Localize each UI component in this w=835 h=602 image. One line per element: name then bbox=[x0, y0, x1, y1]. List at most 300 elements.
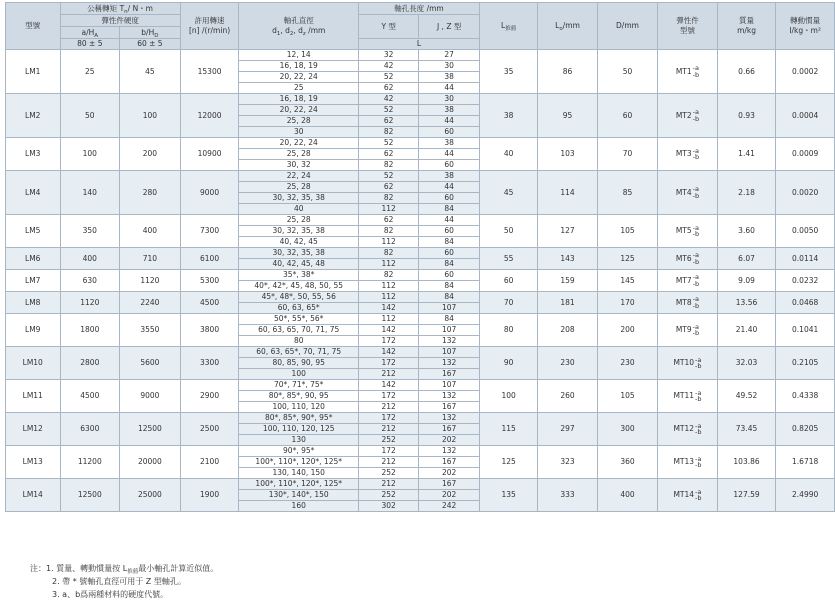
bore-diameter-cell: 100, 110, 120 bbox=[239, 402, 359, 413]
notes bbox=[30, 562, 218, 601]
speed-header: 許用轉速 [n] /(r/min) bbox=[180, 3, 239, 50]
elastic-model bbox=[676, 186, 699, 199]
jz-length-cell: 60 bbox=[419, 193, 480, 204]
y-length-cell: 212 bbox=[358, 457, 418, 468]
speed-cell: 2100 bbox=[180, 446, 239, 479]
torque-a-cell: 12500 bbox=[60, 479, 120, 512]
elastic-hardness-codes bbox=[695, 390, 701, 403]
y-length-cell: 82 bbox=[358, 127, 418, 138]
bore-diameter-cell: 100, 110, 120, 125 bbox=[239, 424, 359, 435]
y-length-cell: 142 bbox=[358, 303, 418, 314]
lrec-cell: 35 bbox=[479, 50, 537, 94]
elastic-model bbox=[676, 296, 699, 309]
y-length-cell: 142 bbox=[358, 380, 418, 391]
jz-length-cell: 60 bbox=[419, 270, 480, 281]
model-group bbox=[6, 248, 835, 270]
bore-diameter-cell: 20, 22, 24 bbox=[239, 105, 359, 116]
y-length-cell: 62 bbox=[358, 182, 418, 193]
d-cell: 70 bbox=[597, 138, 657, 171]
model-group bbox=[6, 215, 835, 248]
model-cell: LM3 bbox=[6, 138, 61, 171]
model-cell: LM9 bbox=[6, 314, 61, 347]
elastic-model-cell bbox=[658, 171, 718, 215]
lrec-cell: 80 bbox=[479, 314, 537, 347]
elastic-model-name: MT5 bbox=[675, 226, 692, 235]
bore-diameter-cell: 90*, 95* bbox=[239, 446, 359, 457]
bore-diameter-cell: 22, 24 bbox=[239, 171, 359, 182]
y-length-cell: 172 bbox=[358, 413, 418, 424]
torque-b-cell: 12500 bbox=[120, 413, 181, 446]
lo-cell: 260 bbox=[538, 380, 597, 413]
y-length-cell: 302 bbox=[358, 501, 418, 512]
inertia-cell: 0.0002 bbox=[776, 50, 835, 94]
bore-diameter-cell: 100*, 110*, 120*, 125* bbox=[239, 457, 359, 468]
torque-a-cell: 11200 bbox=[60, 446, 120, 479]
note-3: 3. a、b爲兩種材料的硬度代號。 bbox=[52, 590, 169, 599]
jz-length-cell: 202 bbox=[419, 490, 480, 501]
bore-diameter-cell: 30, 32, 35, 38 bbox=[239, 226, 359, 237]
elastic-model-cell bbox=[658, 413, 718, 446]
inertia-cell: 0.2105 bbox=[776, 347, 835, 380]
jz-length-cell: 44 bbox=[419, 116, 480, 127]
bore-diameter-cell: 40, 42, 45 bbox=[239, 237, 359, 248]
jz-length-cell: 84 bbox=[419, 204, 480, 215]
elastic-model-name: MT14 bbox=[673, 490, 695, 499]
hardness-code-b: -b bbox=[692, 329, 700, 337]
y-length-cell: 212 bbox=[358, 424, 418, 435]
elastic-model bbox=[676, 109, 699, 122]
y-length-cell: 112 bbox=[358, 314, 418, 325]
jz-length-cell: 202 bbox=[419, 468, 480, 479]
table-row bbox=[6, 446, 835, 457]
bore-diameter-cell: 100 bbox=[239, 369, 359, 380]
y-length-cell: 212 bbox=[358, 369, 418, 380]
speed-cell: 7300 bbox=[180, 215, 239, 248]
table-row bbox=[6, 314, 835, 325]
y-length-cell: 82 bbox=[358, 193, 418, 204]
model-group bbox=[6, 138, 835, 171]
hardness-code-b: -b bbox=[695, 428, 702, 436]
jz-length-cell: 202 bbox=[419, 435, 480, 446]
model-group bbox=[6, 347, 835, 380]
mass-cell: 9.09 bbox=[717, 270, 776, 292]
note-1: 注：1. 質量、轉動慣量按 $L_{推薦}$最小軸孔計算近似值。 bbox=[30, 564, 219, 575]
elastic-hardness-codes bbox=[695, 357, 701, 370]
lo-cell: 208 bbox=[538, 314, 597, 347]
table-row bbox=[6, 215, 835, 226]
hardness-code-a: -a bbox=[695, 421, 702, 430]
bore-diameter-cell: 25, 28 bbox=[239, 149, 359, 160]
mass-cell: 49.52 bbox=[717, 380, 776, 413]
y-length-cell: 42 bbox=[358, 94, 418, 105]
y-length-cell: 82 bbox=[358, 226, 418, 237]
bore-diameter-cell: 80*, 85*, 90, 95 bbox=[239, 391, 359, 402]
inertia-cell: 0.0050 bbox=[776, 215, 835, 248]
bore-diameter-cell: 30 bbox=[239, 127, 359, 138]
model-group bbox=[6, 171, 835, 215]
torque-b-cell: 710 bbox=[120, 248, 181, 270]
y-length-cell: 62 bbox=[358, 83, 418, 94]
torque-a-cell: 350 bbox=[60, 215, 120, 248]
model-cell: LM5 bbox=[6, 215, 61, 248]
d-cell: 400 bbox=[597, 479, 657, 512]
jz-length-cell: 84 bbox=[419, 281, 480, 292]
y-length-cell: 252 bbox=[358, 435, 418, 446]
hardness-header: 彈性件硬度 bbox=[60, 15, 180, 27]
table-row bbox=[6, 413, 835, 424]
elastic-model-cell bbox=[658, 50, 718, 94]
torque-a-cell: 1800 bbox=[60, 314, 120, 347]
y-length-cell: 82 bbox=[358, 248, 418, 259]
elastic-hardness-codes bbox=[695, 423, 701, 436]
jz-length-cell: 44 bbox=[419, 83, 480, 94]
mass-cell: 21.40 bbox=[717, 314, 776, 347]
elastic-model-name: MT4 bbox=[675, 187, 692, 197]
hardness-code-b: -b bbox=[695, 461, 702, 469]
jz-length-cell: 38 bbox=[419, 138, 480, 149]
inertia-header: 轉動慣量 I/kg・m² bbox=[776, 3, 835, 50]
hardness-code-b: -b bbox=[692, 279, 700, 288]
bore-diameter-cell: 30, 32 bbox=[239, 160, 359, 171]
bore-diameter-cell: 40, 42, 45, 48 bbox=[239, 259, 359, 270]
speed-cell: 15300 bbox=[180, 50, 239, 94]
y-length-cell: 252 bbox=[358, 490, 418, 501]
inertia-cell: 0.0004 bbox=[776, 94, 835, 138]
elastic-model-name: MT1 bbox=[675, 66, 692, 76]
elastic-model bbox=[676, 252, 699, 265]
mass-header: 質量 m/kg bbox=[717, 3, 776, 50]
bore-diameter-cell: 25, 28 bbox=[239, 116, 359, 127]
bore-diameter-cell: 130, 140, 150 bbox=[239, 468, 359, 479]
inertia-cell: 1.6718 bbox=[776, 446, 835, 479]
hardness-code-b: -b bbox=[692, 153, 700, 161]
y-length-cell: 112 bbox=[358, 281, 418, 292]
bore-diameter-cell: 70*, 71*, 75* bbox=[239, 380, 359, 391]
hardness-code-a: -a bbox=[692, 64, 699, 72]
elastic-model-cell bbox=[658, 138, 718, 171]
inertia-cell: 0.0114 bbox=[776, 248, 835, 270]
model-cell: LM6 bbox=[6, 248, 61, 270]
elastic-model bbox=[676, 274, 699, 287]
table-row bbox=[6, 292, 835, 303]
lo-cell: 333 bbox=[538, 479, 597, 512]
elastic-model bbox=[676, 324, 699, 337]
elastic-hardness-codes bbox=[693, 252, 699, 265]
elastic-model-cell bbox=[658, 446, 718, 479]
mass-cell: 6.07 bbox=[717, 248, 776, 270]
hardness-code-a: -a bbox=[695, 454, 702, 463]
y-length-cell: 52 bbox=[358, 138, 418, 149]
torque-a-cell: 100 bbox=[60, 138, 120, 171]
elastic-model-name: MT13 bbox=[673, 457, 695, 466]
elastic-model-cell bbox=[658, 314, 718, 347]
y-length-cell: 112 bbox=[358, 237, 418, 248]
bore-diameter-cell: 25, 28 bbox=[239, 182, 359, 193]
y-length-cell: 112 bbox=[358, 292, 418, 303]
hd-header: $b/H_D$ bbox=[120, 27, 181, 39]
bore-diameter-cell: 16, 18, 19 bbox=[239, 94, 359, 105]
inertia-cell: 0.8205 bbox=[776, 413, 835, 446]
lrec-cell: 55 bbox=[479, 248, 537, 270]
inertia-cell: 0.1041 bbox=[776, 314, 835, 347]
model-group bbox=[6, 380, 835, 413]
note-2: 2. 帶 * 號軸孔直徑可用于 Z 型軸孔。 bbox=[52, 577, 186, 586]
torque-b-cell: 20000 bbox=[120, 446, 181, 479]
inertia-cell: 0.0009 bbox=[776, 138, 835, 171]
jztype-header: J , Z 型 bbox=[419, 15, 480, 39]
spec-table bbox=[5, 2, 835, 512]
jz-length-cell: 167 bbox=[419, 402, 480, 413]
mass-cell: 1.41 bbox=[717, 138, 776, 171]
elastic-model bbox=[673, 390, 701, 403]
elastic-model-name: MT11 bbox=[673, 391, 695, 400]
table-row bbox=[6, 479, 835, 490]
lrec-cell: 70 bbox=[479, 292, 537, 314]
model-cell: LM11 bbox=[6, 380, 61, 413]
y-length-cell: 62 bbox=[358, 215, 418, 226]
y-length-cell: 142 bbox=[358, 347, 418, 358]
jz-length-cell: 84 bbox=[419, 314, 480, 325]
model-cell: LM1 bbox=[6, 50, 61, 94]
hardness-code-a: -a bbox=[692, 295, 699, 303]
hardness-code-b: -b bbox=[695, 395, 702, 403]
elastic-hardness-codes bbox=[695, 456, 701, 469]
y-length-cell: 172 bbox=[358, 391, 418, 402]
model-cell: LM8 bbox=[6, 292, 61, 314]
model-group bbox=[6, 479, 835, 512]
bore-diameter-cell: 20, 22, 24 bbox=[239, 138, 359, 149]
y-length-cell: 52 bbox=[358, 72, 418, 83]
lo-cell: 181 bbox=[538, 292, 597, 314]
lrec-cell: 115 bbox=[479, 413, 537, 446]
jz-length-cell: 44 bbox=[419, 215, 480, 226]
y-length-cell: 112 bbox=[358, 204, 418, 215]
bore-diameter-cell: 130*, 140*, 150 bbox=[239, 490, 359, 501]
elastic-model-name: MT2 bbox=[675, 110, 692, 120]
hardness-code-b: -b bbox=[695, 494, 702, 502]
bore-diameter-cell: 100*, 110*, 120*, 125* bbox=[239, 479, 359, 490]
torque-a-cell: 6300 bbox=[60, 413, 120, 446]
jz-length-cell: 38 bbox=[419, 72, 480, 83]
l-header: L bbox=[358, 39, 479, 50]
jz-length-cell: 107 bbox=[419, 303, 480, 314]
y-length-cell: 252 bbox=[358, 468, 418, 479]
speed-cell: 5300 bbox=[180, 270, 239, 292]
elastic-hardness-codes bbox=[693, 148, 699, 161]
y-length-cell: 172 bbox=[358, 358, 418, 369]
torque-b-cell: 45 bbox=[120, 50, 181, 94]
speed-cell: 12000 bbox=[180, 94, 239, 138]
hardness-code-b: -b bbox=[695, 362, 702, 370]
table-row bbox=[6, 50, 835, 61]
bore-diameter-cell: 80, 85, 90, 95 bbox=[239, 358, 359, 369]
hardness-code-a: -a bbox=[692, 185, 699, 193]
bore-diameter-cell: 12, 14 bbox=[239, 50, 359, 61]
inertia-cell: 0.0020 bbox=[776, 171, 835, 215]
mass-cell: 103.86 bbox=[717, 446, 776, 479]
jz-length-cell: 167 bbox=[419, 457, 480, 468]
torque-a-cell: 4500 bbox=[60, 380, 120, 413]
lo-header: $L_o/mm$ bbox=[538, 3, 597, 50]
elastic-hardness-codes bbox=[693, 109, 699, 122]
mass-cell: 0.66 bbox=[717, 50, 776, 94]
lrec-cell: 125 bbox=[479, 446, 537, 479]
elastic-model-cell bbox=[658, 479, 718, 512]
lrec-header: $L_{推薦}$ bbox=[479, 3, 537, 50]
ha-value: 80 ± 5 bbox=[60, 39, 120, 50]
jz-length-cell: 84 bbox=[419, 237, 480, 248]
mass-cell: 32.03 bbox=[717, 347, 776, 380]
elastic-hardness-codes bbox=[693, 225, 699, 238]
y-length-cell: 172 bbox=[358, 446, 418, 457]
lo-cell: 114 bbox=[538, 171, 597, 215]
bore-diameter-cell: 35*, 38* bbox=[239, 270, 359, 281]
inertia-cell: 0.0232 bbox=[776, 270, 835, 292]
elastic-model-cell bbox=[658, 292, 718, 314]
y-length-cell: 172 bbox=[358, 336, 418, 347]
elastic-model bbox=[673, 456, 701, 469]
hardness-code-a: -a bbox=[692, 273, 699, 281]
jz-length-cell: 27 bbox=[419, 50, 480, 61]
elastic-model-name: MT3 bbox=[675, 149, 692, 158]
bore-diameter-cell: 25 bbox=[239, 83, 359, 94]
d-cell: 170 bbox=[597, 292, 657, 314]
speed-cell: 3300 bbox=[180, 347, 239, 380]
bore-diameter-cell: 20, 22, 24 bbox=[239, 72, 359, 83]
model-group bbox=[6, 314, 835, 347]
d-cell: 85 bbox=[597, 171, 657, 215]
hardness-code-b: -b bbox=[692, 191, 700, 200]
torque-b-cell: 25000 bbox=[120, 479, 181, 512]
speed-cell: 10900 bbox=[180, 138, 239, 171]
elastic-model-cell bbox=[658, 248, 718, 270]
jz-length-cell: 44 bbox=[419, 182, 480, 193]
lo-cell: 143 bbox=[538, 248, 597, 270]
model-header: 型號 bbox=[6, 3, 61, 50]
model-cell: LM10 bbox=[6, 347, 61, 380]
model-cell: LM12 bbox=[6, 413, 61, 446]
table-row bbox=[6, 138, 835, 149]
jz-length-cell: 60 bbox=[419, 160, 480, 171]
jz-length-cell: 167 bbox=[419, 369, 480, 380]
table-row bbox=[6, 270, 835, 281]
lrec-cell: 90 bbox=[479, 347, 537, 380]
hardness-code-b: -b bbox=[692, 114, 700, 123]
jz-length-cell: 84 bbox=[419, 292, 480, 303]
lo-cell: 230 bbox=[538, 347, 597, 380]
speed-cell: 2900 bbox=[180, 380, 239, 413]
speed-cell: 1900 bbox=[180, 479, 239, 512]
hardness-code-b: -b bbox=[692, 301, 700, 310]
elastic-hardness-codes bbox=[693, 274, 699, 287]
elastic-hardness-codes bbox=[693, 296, 699, 309]
lrec-cell: 50 bbox=[479, 215, 537, 248]
jz-length-cell: 132 bbox=[419, 391, 480, 402]
mass-cell: 2.18 bbox=[717, 171, 776, 215]
torque-a-cell: 50 bbox=[60, 94, 120, 138]
d-cell: 200 bbox=[597, 314, 657, 347]
speed-cell: 9000 bbox=[180, 171, 239, 215]
torque-b-cell: 9000 bbox=[120, 380, 181, 413]
model-group bbox=[6, 292, 835, 314]
y-length-cell: 142 bbox=[358, 325, 418, 336]
elastic-model-cell bbox=[658, 215, 718, 248]
jz-length-cell: 132 bbox=[419, 413, 480, 424]
elastic-model bbox=[673, 423, 701, 436]
hardness-code-a: -a bbox=[692, 146, 699, 155]
bore-diameter-cell: 40 bbox=[239, 204, 359, 215]
speed-cell: 2500 bbox=[180, 413, 239, 446]
torque-a-cell: 400 bbox=[60, 248, 120, 270]
inertia-cell: 2.4990 bbox=[776, 479, 835, 512]
jz-length-cell: 132 bbox=[419, 358, 480, 369]
jz-length-cell: 60 bbox=[419, 248, 480, 259]
jz-length-cell: 84 bbox=[419, 259, 480, 270]
y-length-cell: 52 bbox=[358, 171, 418, 182]
jz-length-cell: 60 bbox=[419, 127, 480, 138]
hardness-code-b: -b bbox=[692, 70, 700, 79]
elastic-model bbox=[676, 148, 699, 161]
speed-cell: 6100 bbox=[180, 248, 239, 270]
y-length-cell: 212 bbox=[358, 402, 418, 413]
torque-a-cell: 140 bbox=[60, 171, 120, 215]
y-length-cell: 212 bbox=[358, 479, 418, 490]
bore-diameter-cell: 80 bbox=[239, 336, 359, 347]
torque-b-cell: 2240 bbox=[120, 292, 181, 314]
y-length-cell: 62 bbox=[358, 116, 418, 127]
torque-b-cell: 5600 bbox=[120, 347, 181, 380]
bore-diameter-cell: 60, 63, 65*, 70, 71, 75 bbox=[239, 347, 359, 358]
bore-diameter-cell: 16, 18, 19 bbox=[239, 61, 359, 72]
ha-header: $a/H_A$ bbox=[60, 27, 120, 39]
d-cell: 230 bbox=[597, 347, 657, 380]
elastic-model-cell bbox=[658, 347, 718, 380]
elastic-model-name: MT8 bbox=[675, 297, 692, 307]
bore-diameter-cell: 45*, 48*, 50, 55, 56 bbox=[239, 292, 359, 303]
ytype-header: Y 型 bbox=[358, 15, 418, 39]
hardness-code-b: -b bbox=[692, 230, 700, 238]
bore-diameter-cell: 25, 28 bbox=[239, 215, 359, 226]
elastic-model-cell bbox=[658, 270, 718, 292]
torque-b-cell: 200 bbox=[120, 138, 181, 171]
bore-diameter-cell: 160 bbox=[239, 501, 359, 512]
elastic-model-name: MT10 bbox=[673, 358, 695, 367]
bore-diameter-cell: 60, 63, 65* bbox=[239, 303, 359, 314]
bore-diameter-cell: 30, 32, 35, 38 bbox=[239, 248, 359, 259]
lo-cell: 159 bbox=[538, 270, 597, 292]
d-cell: 50 bbox=[597, 50, 657, 94]
table-row bbox=[6, 94, 835, 105]
hardness-code-a: -a bbox=[692, 223, 699, 232]
model-cell: LM14 bbox=[6, 479, 61, 512]
mass-cell: 3.60 bbox=[717, 215, 776, 248]
hd-value: 60 ± 5 bbox=[120, 39, 181, 50]
table-header bbox=[6, 3, 835, 50]
lo-cell: 127 bbox=[538, 215, 597, 248]
jz-length-cell: 167 bbox=[419, 424, 480, 435]
y-length-cell: 52 bbox=[358, 105, 418, 116]
speed-cell: 3800 bbox=[180, 314, 239, 347]
elastic-hardness-codes bbox=[693, 324, 699, 337]
lrec-cell: 45 bbox=[479, 171, 537, 215]
bore-header: 軸孔直徑 $d_1$, $d_2$, $d_z$ /mm bbox=[239, 3, 359, 50]
hardness-code-a: -a bbox=[692, 322, 699, 331]
elastic-model-name: MT12 bbox=[673, 424, 695, 433]
lo-cell: 297 bbox=[538, 413, 597, 446]
jz-length-cell: 167 bbox=[419, 479, 480, 490]
jz-length-cell: 132 bbox=[419, 336, 480, 347]
lrec-cell: 40 bbox=[479, 138, 537, 171]
